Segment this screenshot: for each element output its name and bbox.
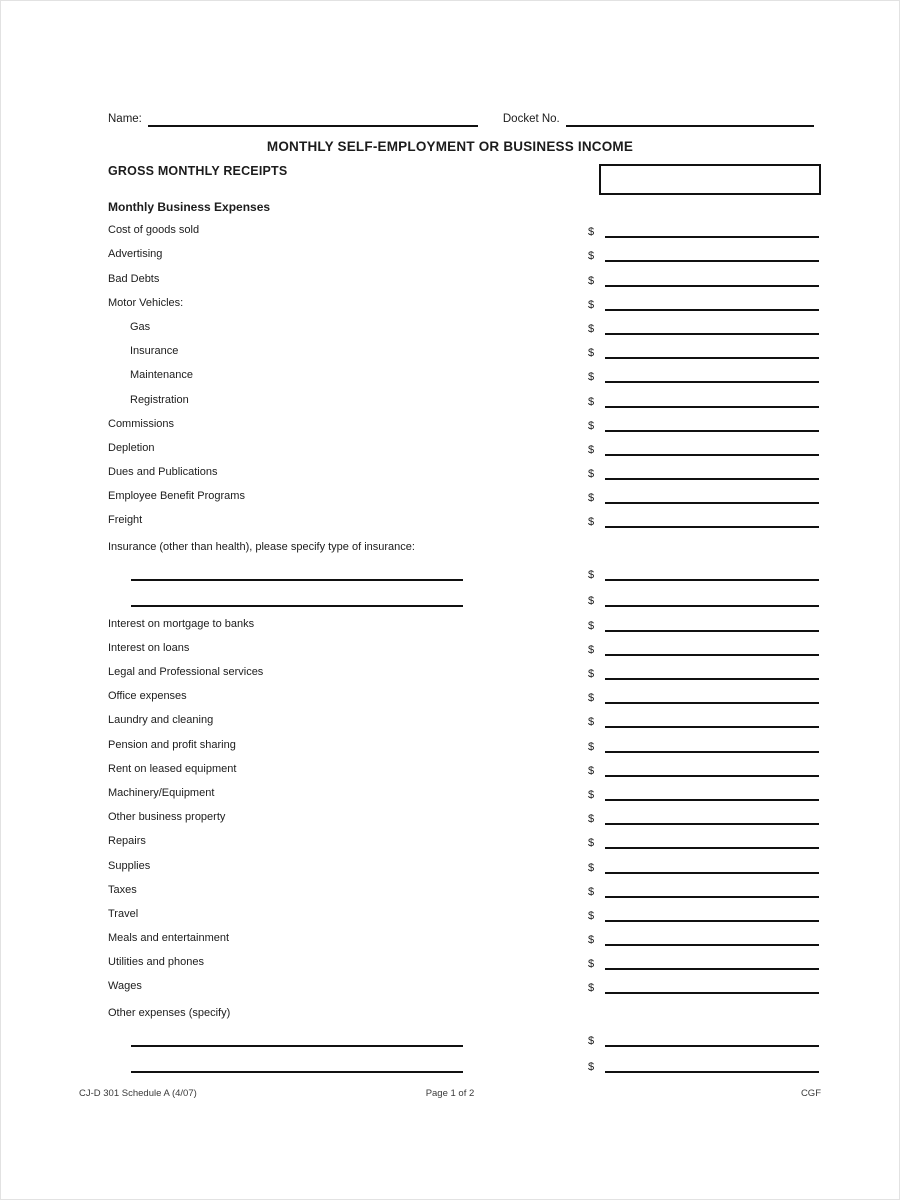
amount-input-line[interactable]	[605, 577, 819, 581]
expense-row	[108, 411, 819, 435]
expense-row	[108, 901, 819, 925]
amount-cell	[588, 493, 819, 504]
amount-input-line[interactable]	[605, 476, 819, 480]
gross-receipts-label: GROSS MONTHLY RECEIPTS	[108, 164, 288, 178]
footer-code: CGF	[800, 1088, 821, 1099]
expense-row	[108, 683, 819, 707]
amount-input-line[interactable]	[605, 894, 819, 898]
amount-cell	[588, 324, 819, 335]
amount-input-line[interactable]	[605, 821, 819, 825]
amount-cell	[588, 251, 819, 262]
page-indicator: Page 1 of 2	[425, 1088, 475, 1099]
expense-label: Registration	[130, 393, 189, 406]
form-number: CJ-D 301 Schedule A (4/07)	[79, 1088, 197, 1099]
amount-input-line[interactable]	[605, 628, 819, 632]
dollar-sign: $	[588, 934, 595, 947]
amount-cell	[588, 276, 819, 287]
dollar-sign: $	[588, 516, 595, 529]
dollar-sign: $	[588, 492, 595, 505]
dollar-sign: $	[588, 643, 595, 656]
expense-label: Other expenses (specify)	[108, 1007, 231, 1020]
expense-row	[108, 707, 819, 731]
amount-input-line[interactable]	[605, 355, 819, 359]
dollar-sign: $	[588, 443, 595, 456]
amount-cell	[588, 570, 819, 581]
expense-label: Commissions	[108, 417, 175, 430]
amount-cell	[588, 372, 819, 383]
amount-input-line[interactable]	[605, 234, 819, 238]
expense-label: Freight	[108, 514, 143, 527]
expense-row	[108, 780, 819, 804]
expense-row	[108, 314, 819, 338]
expense-row	[108, 558, 819, 584]
dollar-sign: $	[588, 569, 595, 582]
expense-label: Travel	[108, 907, 139, 920]
expense-row	[108, 877, 819, 901]
expense-label: Bad Debts	[108, 272, 160, 285]
dollar-sign: $	[588, 692, 595, 705]
dollar-sign: $	[588, 395, 595, 408]
amount-cell	[588, 445, 819, 456]
expense-row	[108, 997, 819, 1024]
expense-label: Maintenance	[130, 369, 193, 382]
amount-cell	[588, 227, 819, 238]
expense-label: Insurance	[130, 345, 179, 358]
amount-input-line[interactable]	[605, 652, 819, 656]
expense-row	[108, 584, 819, 610]
expense-label: Repairs	[108, 835, 146, 848]
expense-row	[108, 949, 819, 973]
expense-row	[108, 338, 819, 362]
amount-input-line[interactable]	[605, 870, 819, 874]
expense-label: Interest on loans	[108, 641, 190, 654]
amount-input-line[interactable]	[605, 749, 819, 753]
dollar-sign: $	[588, 909, 595, 922]
specify-input-line[interactable]	[131, 1069, 463, 1073]
expense-label: Machinery/Equipment	[108, 786, 215, 799]
expense-rows	[108, 217, 819, 1076]
name-input-line[interactable]	[148, 113, 478, 127]
amount-input-line[interactable]	[605, 724, 819, 728]
docket-label: Docket No.	[502, 113, 560, 125]
expense-label: Insurance (other than health), please specify type of insurance:	[108, 541, 415, 554]
amount-cell	[588, 959, 819, 970]
amount-input-line[interactable]	[605, 966, 819, 970]
amount-cell	[588, 766, 819, 777]
expense-row	[108, 659, 819, 683]
amount-cell	[588, 397, 819, 408]
amount-cell	[588, 596, 819, 607]
amount-input-line[interactable]	[605, 676, 819, 680]
expense-row	[108, 435, 819, 459]
expense-row	[108, 241, 819, 265]
dollar-sign: $	[588, 226, 595, 239]
dollar-sign: $	[588, 668, 595, 680]
dollar-sign: $	[588, 764, 595, 777]
amount-input-line[interactable]	[605, 603, 819, 607]
amount-input-line[interactable]	[605, 283, 819, 287]
expense-label: Office expenses	[108, 690, 187, 703]
amount-input-line[interactable]	[605, 331, 819, 335]
amount-input-line[interactable]	[605, 524, 819, 528]
dollar-sign: $	[588, 861, 595, 874]
expense-row	[108, 217, 819, 241]
dollar-sign: $	[588, 740, 595, 753]
expense-label: Rent on leased equipment	[108, 762, 237, 775]
expense-label: Employee Benefit Programs	[108, 490, 245, 503]
amount-cell	[588, 790, 819, 801]
expenses-heading: Monthly Business Expenses	[108, 200, 271, 214]
dollar-sign: $	[588, 1061, 595, 1074]
expense-row	[108, 265, 819, 289]
expense-label: Interest on mortgage to banks	[108, 617, 255, 630]
name-label: Name:	[108, 113, 142, 125]
expense-label: Advertising	[108, 248, 163, 261]
expense-label: Dues and Publications	[108, 466, 218, 479]
dollar-sign: $	[588, 958, 595, 971]
dollar-sign: $	[588, 716, 595, 729]
amount-cell	[588, 983, 819, 994]
expense-row	[108, 852, 819, 876]
amount-input-line[interactable]	[605, 700, 819, 704]
dollar-sign: $	[588, 322, 595, 335]
dollar-sign: $	[588, 619, 595, 632]
dollar-sign: $	[588, 468, 595, 481]
footer	[79, 1088, 821, 1099]
amount-input-line[interactable]	[605, 773, 819, 777]
amount-cell	[588, 911, 819, 922]
header-row	[108, 111, 814, 127]
amount-input-line[interactable]	[605, 404, 819, 408]
expense-label: Pension and profit sharing	[108, 738, 236, 751]
amount-cell	[588, 717, 819, 728]
dollar-sign: $	[588, 788, 595, 801]
expense-row	[108, 731, 819, 755]
expense-label: Supplies	[108, 859, 151, 872]
amount-input-line[interactable]	[605, 428, 819, 432]
amount-cell	[588, 838, 819, 849]
expense-row	[108, 531, 819, 558]
dollar-sign: $	[588, 1035, 595, 1048]
expense-row	[108, 1050, 819, 1076]
expense-label: Gas	[130, 320, 151, 333]
amount-cell	[588, 621, 819, 632]
dollar-sign: $	[588, 347, 595, 360]
expense-row	[108, 386, 819, 410]
expense-label: Meals and entertainment	[108, 932, 230, 945]
dollar-sign: $	[588, 595, 595, 608]
expense-row	[108, 1024, 819, 1050]
expense-row	[108, 925, 819, 949]
specify-input-line[interactable]	[131, 603, 463, 607]
dollar-sign: $	[588, 274, 595, 287]
amount-cell	[588, 887, 819, 898]
gross-receipts-box[interactable]	[599, 164, 821, 195]
amount-cell	[588, 421, 819, 432]
specify-input-line[interactable]	[131, 577, 463, 581]
amount-cell	[588, 469, 819, 480]
expense-label: Taxes	[108, 883, 137, 896]
amount-input-line[interactable]	[605, 797, 819, 801]
expense-row	[108, 290, 819, 314]
expense-row	[108, 483, 819, 507]
dollar-sign: $	[588, 419, 595, 432]
dollar-sign: $	[588, 885, 595, 898]
expense-row	[108, 459, 819, 483]
dollar-sign: $	[588, 371, 595, 384]
dollar-sign: $	[588, 298, 595, 311]
amount-cell	[588, 348, 819, 359]
amount-input-line[interactable]	[605, 452, 819, 456]
amount-cell	[588, 693, 819, 704]
expense-row	[108, 973, 819, 997]
amount-input-line[interactable]	[605, 942, 819, 946]
expense-row	[108, 507, 819, 531]
amount-cell	[588, 814, 819, 825]
expense-row	[108, 610, 819, 634]
amount-input-line[interactable]	[605, 1069, 819, 1073]
amount-input-line[interactable]	[605, 307, 819, 311]
amount-cell	[588, 863, 819, 874]
expense-label: Other business property	[108, 811, 226, 824]
expense-row	[108, 362, 819, 386]
expense-label: Wages	[108, 980, 142, 993]
amount-input-line[interactable]	[605, 258, 819, 262]
amount-cell	[588, 742, 819, 753]
dollar-sign: $	[588, 837, 595, 850]
expense-label: Depletion	[108, 441, 155, 454]
expense-label: Laundry and cleaning	[108, 714, 214, 727]
dollar-sign: $	[588, 250, 595, 263]
expense-row	[108, 635, 819, 659]
expense-row	[108, 828, 819, 852]
amount-cell	[588, 1036, 819, 1047]
dollar-sign: $	[588, 813, 595, 826]
docket-input-line[interactable]	[566, 113, 814, 127]
amount-cell	[588, 935, 819, 946]
amount-input-line[interactable]	[605, 500, 819, 504]
expense-label: Utilities and phones	[108, 956, 205, 969]
amount-cell	[588, 669, 819, 680]
specify-input-line[interactable]	[131, 1043, 463, 1047]
expense-label: Motor Vehicles:	[108, 296, 184, 309]
amount-input-line[interactable]	[605, 379, 819, 383]
amount-input-line[interactable]	[605, 990, 819, 994]
amount-cell	[588, 517, 819, 528]
amount-input-line[interactable]	[605, 845, 819, 849]
amount-cell	[588, 1062, 819, 1073]
expense-label: Legal and Professional services	[108, 666, 264, 678]
expense-row	[108, 756, 819, 780]
expense-label: Cost of goods sold	[108, 224, 200, 237]
amount-cell	[588, 300, 819, 311]
amount-input-line[interactable]	[605, 918, 819, 922]
dollar-sign: $	[588, 982, 595, 995]
docket-field	[503, 111, 814, 127]
expense-row	[108, 804, 819, 828]
amount-input-line[interactable]	[605, 1043, 819, 1047]
name-field	[108, 111, 478, 127]
form-title: MONTHLY SELF-EMPLOYMENT OR BUSINESS INCOME	[266, 139, 634, 154]
amount-cell	[588, 645, 819, 656]
